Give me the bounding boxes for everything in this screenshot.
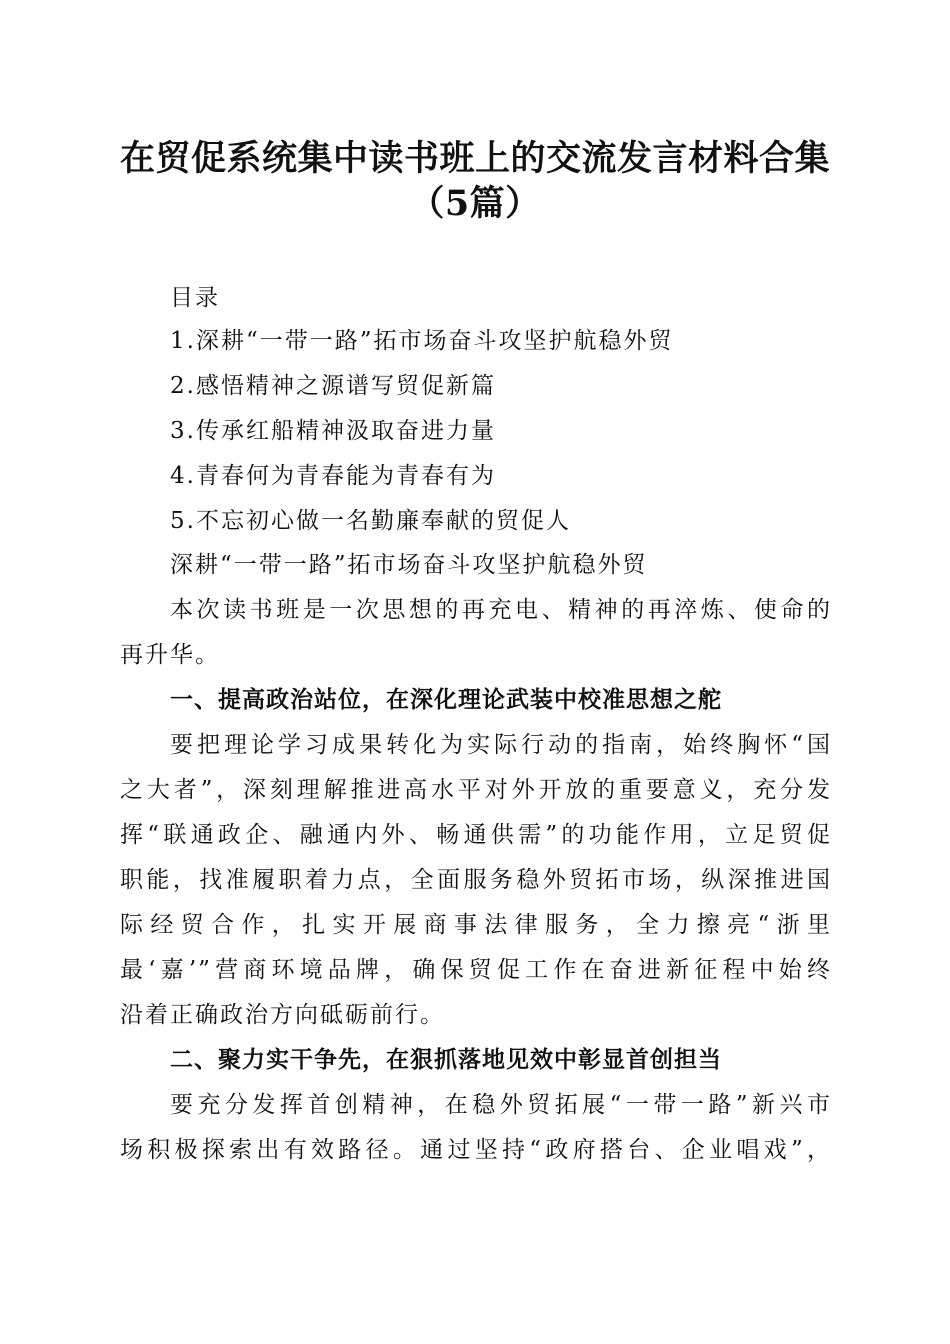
toc-item: 1.深耕“一带一路”拓市场奋斗攻坚护航稳外贸 [170,328,674,354]
section-2-line: 要充分发挥首创精神，在稳外贸拓展“一带一路”新兴市 [170,1092,832,1118]
section-1-heading: 一、提高政治站位，在深化理论武装中校准思想之舵 [170,687,722,713]
document-title: 在贸促系统集中读书班上的交流发言材料合集 [119,138,830,179]
section-1-line: 职能，找准履职着力点，全面服务稳外贸拓市场，纵深推进国 [120,867,832,893]
toc-item: 4.青春何为青春能为青春有为 [170,463,496,489]
section-1-line: 挥“联通政企、融通内外、畅通供需”的功能作用，立足贸促 [120,822,832,848]
article-title: 深耕“一带一路”拓市场奋斗攻坚护航稳外贸 [170,552,648,578]
intro-line: 本次读书班是一次思想的再充电、精神的再淬炼、使命的 [170,597,832,623]
section-1-line: 际经贸合作，扎实开展商事法律服务，全力擦亮“浙里 [120,912,832,938]
section-1-line: 要把理论学习成果转化为实际行动的指南，始终胸怀“国 [170,732,832,758]
intro-line: 再升华。 [120,642,220,668]
toc-item: 5.不忘初心做一名勤廉奉献的贸促人 [170,508,571,534]
toc-label: 目录 [170,285,220,311]
document-title-count: （5篇） [409,183,541,224]
section-2-line: 场积极探索出有效路径。通过坚持“政府搭台、企业唱戏”， [120,1137,832,1163]
section-2-heading: 二、聚力实干争先，在狠抓落地见效中彰显首创担当 [170,1047,722,1073]
toc-item: 2.感悟精神之源谱写贸促新篇 [170,373,496,399]
section-1-line: 最‘嘉’”营商环境品牌，确保贸促工作在奋进新征程中始终 [120,957,832,983]
section-1-line: 之大者”，深刻理解推进高水平对外开放的重要意义，充分发 [120,777,832,803]
toc-item: 3.传承红船精神汲取奋进力量 [170,418,496,444]
section-1-line: 沿着正确政治方向砥砺前行。 [120,1002,445,1028]
